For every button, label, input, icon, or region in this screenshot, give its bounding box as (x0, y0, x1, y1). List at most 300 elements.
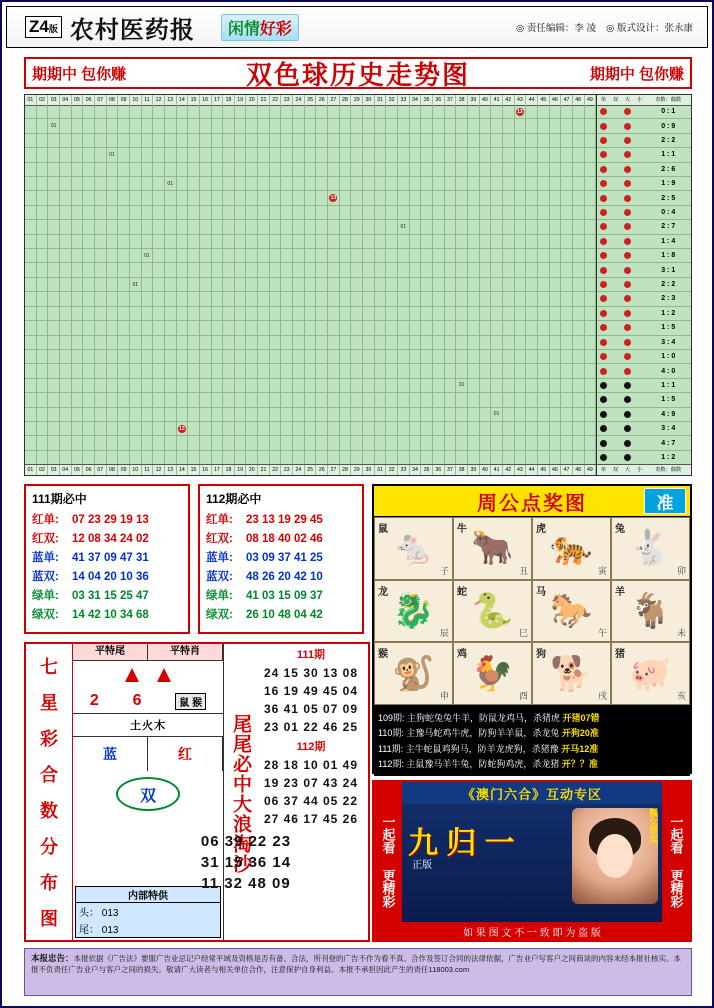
col-header: 12 (153, 95, 165, 105)
stats-dot-cell (609, 195, 621, 202)
chart-cell (37, 249, 49, 262)
chart-cell (515, 436, 527, 449)
zodiac-cell (453, 517, 532, 580)
chart-cell (503, 119, 515, 132)
chart-cell (421, 436, 433, 449)
chart-cell (386, 321, 398, 334)
chart-cell (468, 292, 480, 305)
chart-cell (503, 451, 515, 464)
chart-cell (480, 336, 492, 349)
chart-cell (223, 177, 235, 190)
chart-cell (468, 350, 480, 363)
chart-cell (456, 206, 468, 219)
stats-dot (624, 238, 631, 245)
zodiac-name: 马 (536, 586, 546, 598)
chart-cell (130, 249, 142, 262)
col-header: 10 (130, 95, 142, 105)
chart-cell (118, 119, 130, 132)
stats-dot (624, 310, 631, 317)
chart-cell (235, 177, 247, 190)
stats-dot (600, 267, 607, 274)
chart-cell (281, 393, 293, 406)
chart-cell (270, 134, 282, 147)
big-line-1: 06 39 22 23 (200, 833, 292, 850)
chart-cell (107, 148, 119, 161)
chart-cell (421, 350, 433, 363)
chart-cell (456, 105, 468, 118)
chart-cell (445, 379, 457, 392)
chart-cell (386, 307, 398, 320)
chart-cell (60, 364, 72, 377)
chart-cell (25, 379, 37, 392)
stats-dot (600, 411, 607, 418)
chart-cell (107, 163, 119, 176)
chart-cell (526, 249, 538, 262)
chart-cell (410, 134, 422, 147)
chart-cell (386, 105, 398, 118)
chart-row (25, 177, 596, 191)
col-header: 23 (281, 95, 293, 105)
chart-cell (72, 163, 84, 176)
stats-dot (600, 123, 607, 130)
chart-cell (37, 119, 49, 132)
chart-cell (153, 119, 165, 132)
chart-cell (316, 436, 328, 449)
stats-row (597, 249, 691, 263)
stats-dot (636, 195, 643, 202)
chart-cell (60, 163, 72, 176)
chart-cell (550, 163, 562, 176)
chart-cell (83, 235, 95, 248)
chart-cell (515, 321, 527, 334)
chart-cell (433, 119, 445, 132)
forecast-value: 48 26 20 42 10 (246, 571, 323, 583)
chart-cell (130, 379, 142, 392)
chart-cell (410, 364, 422, 377)
chart-cell (526, 408, 538, 421)
chart-grid-body (25, 105, 596, 465)
chart-cell (223, 206, 235, 219)
chart-cell (561, 364, 573, 377)
zhougong-result-lines (374, 705, 690, 776)
chart-cell (118, 206, 130, 219)
chart-cell (212, 336, 224, 349)
chart-row (25, 119, 596, 133)
chart-cell (48, 364, 60, 377)
chart-cell (305, 307, 317, 320)
chart-cell (561, 220, 573, 233)
chart-cell (37, 134, 49, 147)
stats-dot (612, 295, 619, 302)
chart-cell (526, 336, 538, 349)
chart-cell (573, 364, 585, 377)
chart-cell (410, 263, 422, 276)
chart-cell (223, 105, 235, 118)
chart-cell (456, 321, 468, 334)
chart-cell (316, 148, 328, 161)
chart-cell (177, 263, 189, 276)
chart-cell (468, 249, 480, 262)
chart-cell (60, 177, 72, 190)
number-line: 28 18 10 01 49 (263, 758, 359, 772)
odd-even-ratio: 1 : 5 (661, 324, 676, 332)
chart-cell (445, 408, 457, 421)
chart-number: 01 (400, 223, 407, 230)
chart-cell (212, 249, 224, 262)
chart-cell (398, 220, 410, 233)
col-header: 27 (328, 95, 340, 105)
chart-cell (398, 422, 410, 435)
odd-even-ratio: 2 : 2 (661, 137, 676, 145)
chart-cell (503, 263, 515, 276)
col-header: 13 (165, 95, 177, 105)
wave-vertical-title: 尾尾必中大浪淘沙 (230, 714, 251, 874)
chart-cell (25, 350, 37, 363)
chart-cell (421, 105, 433, 118)
chart-cell (258, 422, 270, 435)
zodiac-cell (374, 642, 453, 705)
stats-dot-cell (597, 252, 609, 259)
col-header: 40 (480, 95, 492, 105)
chart-cell (433, 422, 445, 435)
chart-cell (258, 321, 270, 334)
chart-cell (305, 364, 317, 377)
chart-cell (235, 408, 247, 421)
forecast-label: 绿双: (206, 609, 233, 621)
chart-cell (293, 206, 305, 219)
chart-cell (130, 336, 142, 349)
chart-cell (363, 393, 375, 406)
chart-cell (235, 220, 247, 233)
chart-cell (398, 436, 410, 449)
editor-credit: ◎ 责任编辑：李 凌 (515, 23, 597, 34)
chart-cell (328, 191, 340, 204)
special-num-2: 6 (132, 692, 142, 709)
stats-dot (636, 425, 643, 432)
odd-even-ratio: 4 : 9 (661, 410, 676, 418)
chart-cell (561, 451, 573, 464)
chart-cell (95, 206, 107, 219)
chart-row (25, 321, 596, 335)
chart-cell (165, 148, 177, 161)
chart-cell (107, 206, 119, 219)
stats-dot (636, 353, 643, 360)
chart-cell (235, 321, 247, 334)
chart-cell (468, 321, 480, 334)
chart-cell (421, 336, 433, 349)
vertical-title-char: 彩 (40, 729, 58, 749)
chart-row (25, 278, 596, 292)
chart-cell (351, 336, 363, 349)
chart-cell (491, 364, 503, 377)
zodiac-name: 龙 (378, 586, 388, 598)
chart-cell (142, 278, 154, 291)
forecast-label: 绿双: (32, 609, 59, 621)
chart-cell (223, 451, 235, 464)
chart-cell (503, 364, 515, 377)
chart-cell (386, 206, 398, 219)
stats-dot (624, 382, 631, 389)
chart-cell (293, 235, 305, 248)
col-header: 37 (445, 95, 457, 105)
chart-cell (281, 451, 293, 464)
chart-cell (258, 364, 270, 377)
chart-cell (351, 249, 363, 262)
stats-body (597, 105, 691, 465)
stats-header-bottom: 单 双 大 小 奇数：偶数 (597, 464, 691, 475)
stats-dot (636, 151, 643, 158)
chart-cell (363, 206, 375, 219)
forecast-value: 14 42 10 34 68 (72, 609, 149, 621)
chart-cell (130, 191, 142, 204)
chart-cell (363, 408, 375, 421)
zodiac-cell (453, 580, 532, 643)
chart-cell (585, 163, 597, 176)
stats-dot-cell (633, 252, 645, 259)
stats-dot-cell (609, 123, 621, 130)
chart-cell (118, 278, 130, 291)
footer-text: 本报依据《广告法》要服广告业忌记户经常平域及资格是否有备、合法，所刊登的广告不作为看不真、合作及签订合同的法律依据，广告业户写客户之间商谈的内容未经本报社核实。本报不负责任广告业户与客户之间的损失。敬请广大读者与相关单位合作，注意保护自身利益。本报不承担因此产生的责任118003.com (31, 954, 682, 974)
zodiac-branch: 亥 (676, 691, 686, 701)
chart-cell (398, 451, 410, 464)
chart-cell (177, 321, 189, 334)
chart-cell (340, 350, 352, 363)
chart-cell (585, 321, 597, 334)
chart-cell (421, 278, 433, 291)
ad-right-slogan: 一起看 更精彩 (662, 782, 690, 940)
stats-dot-cell (633, 339, 645, 346)
vertical-title-char: 合 (40, 765, 58, 785)
chart-cell (328, 336, 340, 349)
chart-cell (410, 148, 422, 161)
zodiac-branch: 巳 (518, 628, 528, 639)
chart-cell (223, 379, 235, 392)
chart-cell (573, 278, 585, 291)
macau-ad[interactable] (372, 780, 692, 942)
stats-dot-cell (621, 324, 633, 331)
chart-cell (200, 379, 212, 392)
chart-cell (25, 422, 37, 435)
chart-title-bar (24, 57, 692, 89)
col-header: 08 (107, 95, 119, 105)
chart-cell (165, 278, 177, 291)
col-header: 11 (142, 95, 154, 105)
col-header: 03 (48, 95, 60, 105)
chart-cell (212, 163, 224, 176)
chart-cell (246, 263, 258, 276)
forecast-label: 红双: (206, 533, 233, 545)
chart-cell (538, 148, 550, 161)
chart-cell (386, 422, 398, 435)
chart-cell (468, 119, 480, 132)
chart-cell (468, 364, 480, 377)
chart-cell (305, 191, 317, 204)
chart-cell (258, 408, 270, 421)
chart-cell (188, 307, 200, 320)
period-111-lines (256, 666, 366, 734)
chart-cell (83, 220, 95, 233)
zodiac-art-icon: 🐎 (550, 591, 593, 630)
stats-dot-cell (597, 123, 609, 130)
chart-cell (585, 278, 597, 291)
stats-dot-cell (597, 180, 609, 187)
chart-cell (503, 105, 515, 118)
chart-cell (316, 206, 328, 219)
chart-cell (142, 105, 154, 118)
stats-dot-cell (621, 166, 633, 173)
forecast-value: 07 23 29 19 13 (72, 514, 149, 526)
chart-cell (165, 249, 177, 262)
chart-cell (515, 336, 527, 349)
chart-cell (48, 249, 60, 262)
chart-cell (37, 105, 49, 118)
chart-cell (468, 336, 480, 349)
stats-dot (612, 310, 619, 317)
stats-dot (600, 368, 607, 375)
chart-cell (95, 119, 107, 132)
chart-cell (515, 393, 527, 406)
chart-cell (468, 408, 480, 421)
stats-dot (624, 353, 631, 360)
chart-cell (305, 206, 317, 219)
chart-cell (72, 321, 84, 334)
chart-cell (142, 436, 154, 449)
chart-cell (503, 336, 515, 349)
chart-cell (188, 379, 200, 392)
chart-cell (491, 134, 503, 147)
chart-cell (270, 105, 282, 118)
stats-dot (636, 137, 643, 144)
chart-cell (188, 148, 200, 161)
chart-cell (550, 105, 562, 118)
col-header: 23 (281, 465, 293, 475)
col-header: 13 (165, 465, 177, 475)
chart-cell (526, 163, 538, 176)
stats-dot (600, 180, 607, 187)
odd-even-ratio: 1 : 4 (661, 237, 676, 245)
chart-cell (235, 422, 247, 435)
chart-cell (340, 105, 352, 118)
chart-cell (107, 249, 119, 262)
stats-dot (600, 209, 607, 216)
stats-dot-cell (633, 440, 645, 447)
chart-cell (48, 292, 60, 305)
chart-cell (37, 292, 49, 305)
odd-even-ratio: 2 : 3 (661, 295, 676, 303)
ad-subtext: 正版 (412, 860, 432, 871)
zhougong-line (378, 726, 686, 739)
chart-cell (526, 177, 538, 190)
chart-row (25, 206, 596, 220)
chart-cell (445, 321, 457, 334)
chart-cell (200, 105, 212, 118)
chart-cell (200, 134, 212, 147)
col-header: 44 (526, 465, 538, 475)
zodiac-name: 狗 (536, 649, 546, 661)
chart-cell (281, 206, 293, 219)
internal-tail-value: 013 (101, 925, 119, 936)
zhougong-title-bar (374, 486, 690, 517)
chart-cell (281, 134, 293, 147)
chart-cell (223, 307, 235, 320)
chart-cell (328, 220, 340, 233)
chart-cell (375, 206, 387, 219)
chart-cell (375, 220, 387, 233)
chart-cell (165, 220, 177, 233)
col-header: 32 (386, 465, 398, 475)
chart-cell (445, 177, 457, 190)
chart-cell (538, 422, 550, 435)
chart-cell (328, 379, 340, 392)
chart-cell (200, 451, 212, 464)
chart-cell (60, 422, 72, 435)
col-header: 42 (503, 465, 515, 475)
chart-cell (258, 307, 270, 320)
zodiac-branch: 寅 (597, 565, 607, 576)
col-header: 15 (188, 95, 200, 105)
chart-cell (25, 134, 37, 147)
chart-cell (165, 393, 177, 406)
chart-cell (550, 379, 562, 392)
chart-cell (177, 422, 189, 435)
chart-number: 01 (50, 123, 57, 130)
chart-cell (340, 235, 352, 248)
chart-cell (118, 235, 130, 248)
chart-cell (468, 235, 480, 248)
col-header: 19 (235, 95, 247, 105)
chart-cell (421, 206, 433, 219)
chart-cell (83, 263, 95, 276)
chart-cell (118, 177, 130, 190)
chart-cell (526, 350, 538, 363)
stats-dot-cell (597, 454, 609, 461)
chart-cell (351, 134, 363, 147)
chart-cell (573, 307, 585, 320)
odd-even-ratio: 3 : 4 (661, 338, 676, 346)
chart-cell (305, 163, 317, 176)
chart-cell (153, 278, 165, 291)
col-header: 45 (538, 95, 550, 105)
chart-cell (83, 134, 95, 147)
chart-cell (410, 206, 422, 219)
chart-cell (550, 119, 562, 132)
odd-even-ratio: 1 : 0 (661, 353, 676, 361)
col-header: 14 (177, 465, 189, 475)
chart-cell (95, 393, 107, 406)
chart-cell (585, 119, 597, 132)
stats-dot-cell (621, 223, 633, 230)
chart-cell (515, 191, 527, 204)
chart-cell (410, 220, 422, 233)
chart-cell (48, 451, 60, 464)
chart-cell (48, 191, 60, 204)
stats-dot (612, 209, 619, 216)
chart-cell (25, 206, 37, 219)
stats-dot-cell (609, 223, 621, 230)
chart-cell (293, 307, 305, 320)
chart-cell (48, 220, 60, 233)
forecast-value: 08 18 40 02 46 (246, 533, 323, 545)
chart-cell (305, 105, 317, 118)
chart-cell (153, 307, 165, 320)
chart-cell (526, 105, 538, 118)
chart-cell (258, 134, 270, 147)
stats-dot-cell (597, 425, 609, 432)
seven-star-big-lines (126, 829, 366, 896)
chart-cell (165, 436, 177, 449)
chart-cell (328, 436, 340, 449)
chart-cell (293, 163, 305, 176)
